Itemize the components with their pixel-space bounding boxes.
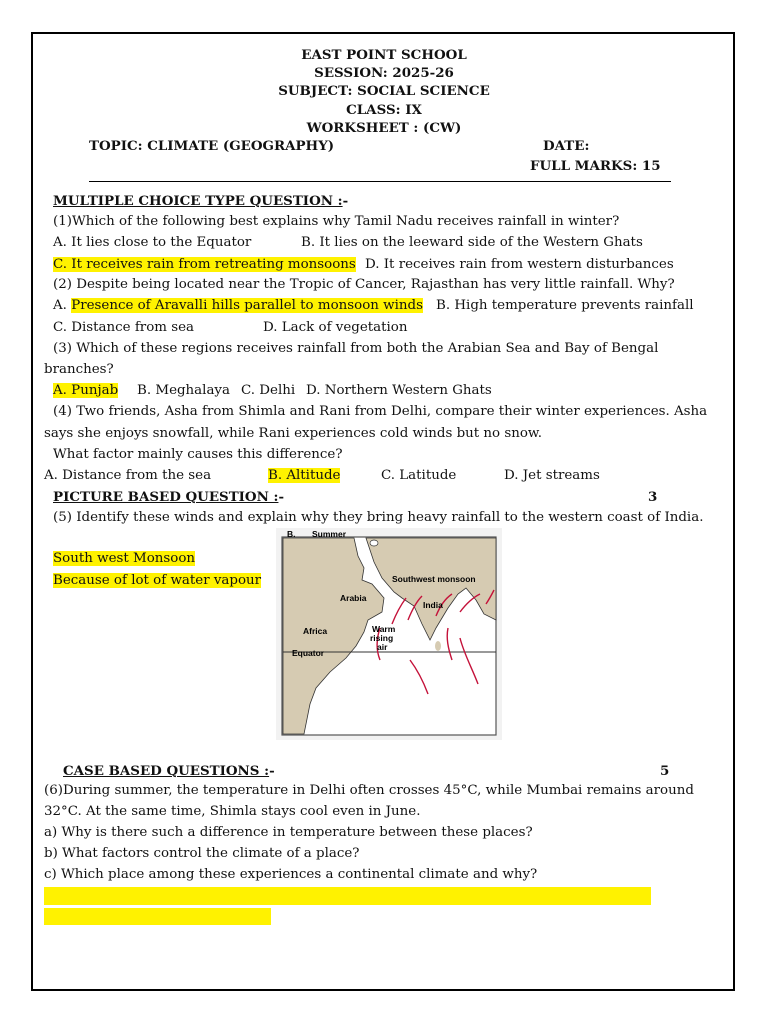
- map-label-arabia: Arabia: [340, 593, 367, 603]
- q2-option-a: [53, 297, 423, 315]
- q4-option-b-highlighted: B. Altitude: [268, 468, 341, 483]
- worksheet-title: WORKSHEET : (CW): [306, 120, 462, 136]
- q3-option-b: B. Meghalaya: [137, 383, 230, 398]
- topic: TOPIC: CLIMATE (GEOGRAPHY): [89, 138, 335, 154]
- map-label-air: air: [377, 642, 388, 652]
- mcq-heading: [53, 192, 348, 210]
- q2-question: (2) Despite being located near the Tropic of Cancer, Rajasthan has very little rainfall. Why?: [53, 277, 675, 292]
- class: CLASS: IX: [346, 102, 422, 118]
- answer-highlight-line2: [44, 908, 271, 925]
- q6-part-a: a) Why is there such a difference in temperature between these places?: [44, 825, 533, 840]
- q6-part-b: b) What factors control the climate of a place?: [44, 846, 360, 861]
- map-label-equator: Equator: [292, 648, 325, 658]
- mcq-heading-suffix: -: [342, 193, 349, 209]
- q1-option-c-highlighted: C. It receives rain from retreating monsoons: [53, 257, 356, 272]
- map-label-monsoon: Southwest monsoon: [392, 574, 476, 584]
- session: SESSION: 2025-26: [314, 65, 454, 81]
- q3-question-line1: (3) Which of these regions receives rainfall from both the Arabian Sea and Bay of Bengal: [53, 341, 659, 356]
- q3-option-c: C. Delhi: [241, 383, 296, 398]
- q5-answer-line1: South west Monsoon: [53, 551, 196, 566]
- subject: SUBJECT: SOCIAL SCIENCE: [278, 83, 490, 99]
- monsoon-map-svg: [276, 528, 502, 740]
- answer-highlight-line1: [44, 887, 651, 905]
- map-label-rising: rising: [370, 633, 394, 643]
- mcq-heading-text: MULTIPLE CHOICE TYPE QUESTION :: [53, 193, 343, 209]
- sri-lanka: [435, 641, 441, 651]
- q4-question-line1: (4) Two friends, Asha from Shimla and Rani from Delhi, compare their winter experiences. Asha: [53, 404, 708, 419]
- q1-option-a: A. It lies close to the Equator: [53, 235, 252, 250]
- q2-option-a-highlighted: Presence of Aravalli hills parallel to monsoon winds: [71, 298, 423, 313]
- school-name: EAST POINT SCHOOL: [301, 47, 467, 63]
- q4-option-c: C. Latitude: [381, 468, 457, 483]
- q3-option-a-highlighted: A. Punjab: [53, 383, 119, 398]
- q6-line2: 32°C. At the same time, Shimla stays cool even in June.: [44, 804, 421, 819]
- picture-heading-suffix: -: [278, 489, 285, 505]
- case-heading-suffix: -: [269, 763, 275, 779]
- picture-heading-text: PICTURE BASED QUESTION :: [53, 489, 279, 505]
- q2-option-c: C. Distance from sea: [53, 320, 194, 335]
- date-label: DATE:: [543, 138, 590, 154]
- map-label-india: India: [423, 600, 443, 610]
- map-label-season: Summer: [312, 529, 347, 539]
- q2-option-a-prefix: A.: [53, 298, 72, 313]
- q4-question-line2: says she enjoys snowfall, while Rani experiences cold winds but no snow.: [44, 426, 543, 441]
- q6-line1: (6)During summer, the temperature in Delhi often crosses 45°C, while Mumbai remains around: [44, 783, 694, 798]
- picture-heading: [53, 488, 284, 506]
- q3-option-d: D. Northern Western Ghats: [306, 383, 492, 398]
- map-label-africa: Africa: [303, 626, 328, 636]
- q1-question: (1)Which of the following best explains why Tamil Nadu receives rainfall in winter?: [53, 214, 620, 229]
- q1-option-b: B. It lies on the leeward side of the Western Ghats: [301, 235, 643, 250]
- q4-option-a: A. Distance from the sea: [44, 468, 212, 483]
- q1-option-d: D. It receives rain from western disturbances: [365, 257, 674, 272]
- full-marks: FULL MARKS: 15: [530, 158, 661, 174]
- case-marks: 5: [660, 763, 670, 779]
- caspian-sea: [370, 540, 378, 546]
- map-label-warm: Warm: [372, 624, 396, 634]
- picture-marks: 3: [648, 489, 658, 505]
- case-heading: [63, 762, 275, 780]
- q6-part-c: c) Which place among these experiences a continental climate and why?: [44, 867, 538, 882]
- case-heading-text: CASE BASED QUESTIONS :: [63, 763, 270, 779]
- map-label-panel: B.: [287, 529, 296, 539]
- monsoon-map: [276, 528, 502, 740]
- q5-question: (5) Identify these winds and explain why they bring heavy rainfall to the western coast of India.: [53, 510, 704, 525]
- header-divider: [89, 181, 671, 182]
- q2-option-d: D. Lack of vegetation: [263, 320, 408, 335]
- q2-option-b: B. High temperature prevents rainfall: [436, 298, 694, 313]
- q5-answer-line2: Because of lot of water vapour: [53, 573, 262, 588]
- q4-question-line3: What factor mainly causes this difference?: [53, 447, 343, 462]
- q4-option-d: D. Jet streams: [504, 468, 600, 483]
- q3-question-line2: branches?: [44, 362, 114, 377]
